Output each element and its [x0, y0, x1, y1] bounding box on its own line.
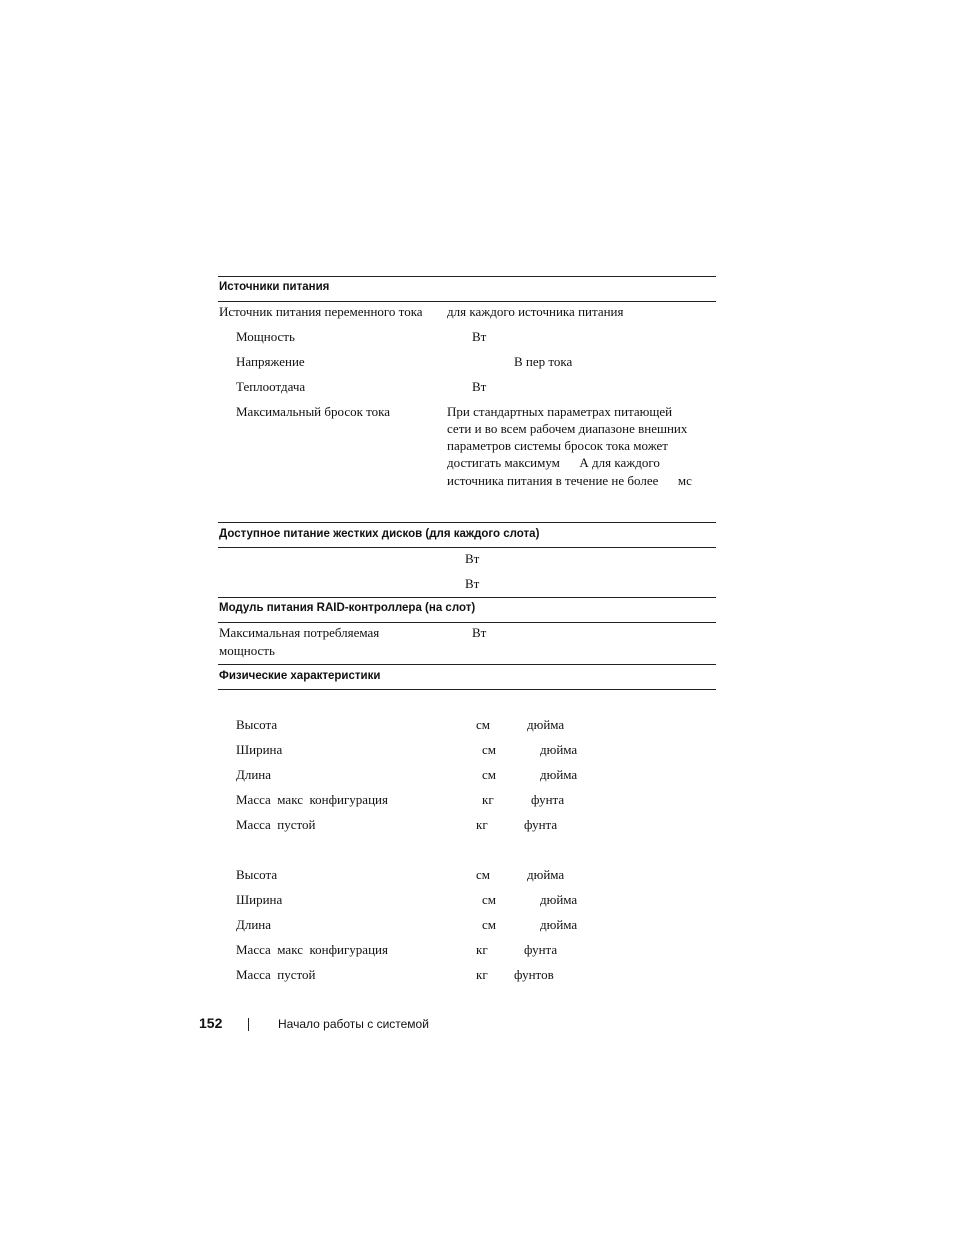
- physical-g2-unit2-weight-max: фунта: [524, 942, 558, 957]
- physical-g2-unit1-weight-max: кг: [476, 942, 488, 957]
- physical-g1-label-weight-empty: Масса пустой: [236, 817, 316, 832]
- heading-rule-physical: [218, 689, 716, 690]
- physical-g1-unit1-length: см: [482, 767, 496, 782]
- page-number: 152: [199, 1015, 223, 1031]
- physical-g2-label-weight-empty: Масса пустой: [236, 967, 316, 982]
- physical-g2-unit1-weight-empty: кг: [476, 967, 488, 982]
- heading-rule-raid-power: [218, 622, 716, 623]
- physical-g2-label-width: Ширина: [236, 892, 283, 907]
- physical-g1-label-width: Ширина: [236, 742, 283, 757]
- physical-g1-unit2-width: дюйма: [540, 742, 578, 757]
- heading-rule-disk-power: [218, 547, 716, 548]
- physical-g2-unit1-height: см: [476, 867, 490, 882]
- wattage-label: Мощность: [236, 329, 295, 344]
- top-rule-disk-power: [218, 522, 716, 523]
- voltage-value: В пер тока: [514, 354, 573, 369]
- footer-title: Начало работы с системой: [278, 1017, 429, 1031]
- physical-g2-unit1-length: см: [482, 917, 496, 932]
- ac-power-value: для каждого источника питания: [447, 304, 624, 319]
- inrush-current-line-5: источника питания в течение не более мс: [447, 473, 692, 488]
- physical-g1-unit1-width: см: [482, 742, 496, 757]
- physical-g2-unit2-height: дюйма: [527, 867, 565, 882]
- section-heading-physical: Физические характеристики: [219, 670, 381, 682]
- physical-g2-unit1-width: см: [482, 892, 496, 907]
- physical-g1-unit2-weight-empty: фунта: [524, 817, 558, 832]
- physical-g1-unit2-height: дюйма: [527, 717, 565, 732]
- physical-g2-label-height: Высота: [236, 867, 278, 882]
- heat-dissipation-value: Вт: [472, 379, 487, 394]
- ac-power-label: Источник питания переменного тока: [219, 304, 423, 319]
- inrush-current-line-2: сети и во всем рабочем диапазоне внешних: [447, 421, 688, 436]
- physical-g2-unit2-weight-empty: фунтов: [514, 967, 554, 982]
- physical-g1-label-weight-max: Масса макс конфигурация: [236, 792, 388, 807]
- raid-max-power-label-line-1: Максимальная потребляемая: [219, 625, 380, 640]
- physical-g1-label-length: Длина: [236, 767, 272, 782]
- section-heading-raid-power: Модуль питания RAID-контроллера (на слот): [219, 602, 476, 614]
- physical-g2-unit2-length: дюйма: [540, 917, 578, 932]
- inrush-current-line-3: параметров системы бросок тока может: [447, 438, 668, 453]
- disk-power-value-1: Вт: [465, 551, 480, 566]
- physical-g2-label-weight-max: Масса макс конфигурация: [236, 942, 388, 957]
- section-heading-power: Источники питания: [219, 281, 330, 293]
- physical-g1-unit2-length: дюйма: [540, 767, 578, 782]
- raid-max-power-value: Вт: [472, 625, 487, 640]
- physical-g1-unit1-height: см: [476, 717, 490, 732]
- section-heading-disk-power: Доступное питание жестких дисков (для каждого слота): [219, 528, 540, 540]
- voltage-label: Напряжение: [236, 354, 305, 369]
- physical-g1-label-height: Высота: [236, 717, 278, 732]
- inrush-current-line-1: При стандартных параметрах питающей: [447, 404, 673, 419]
- physical-g1-unit2-weight-max: фунта: [531, 792, 565, 807]
- heat-dissipation-label: Теплоотдача: [236, 379, 306, 394]
- inrush-current-line-4: достигать максимум А для каждого: [447, 455, 660, 470]
- physical-g2-label-length: Длина: [236, 917, 272, 932]
- disk-power-value-2: Вт: [465, 576, 480, 591]
- inrush-current-label: Максимальный бросок тока: [236, 404, 391, 419]
- footer-separator: [248, 1018, 249, 1031]
- physical-g1-unit1-weight-max: кг: [482, 792, 494, 807]
- raid-max-power-label-line-2: мощность: [219, 643, 275, 658]
- top-rule-physical: [218, 664, 716, 665]
- physical-g1-unit1-weight-empty: кг: [476, 817, 488, 832]
- top-rule-power: [218, 276, 716, 277]
- top-rule-raid-power: [218, 597, 716, 598]
- physical-g2-unit2-width: дюйма: [540, 892, 578, 907]
- heading-rule-power: [218, 301, 716, 302]
- wattage-value: Вт: [472, 329, 487, 344]
